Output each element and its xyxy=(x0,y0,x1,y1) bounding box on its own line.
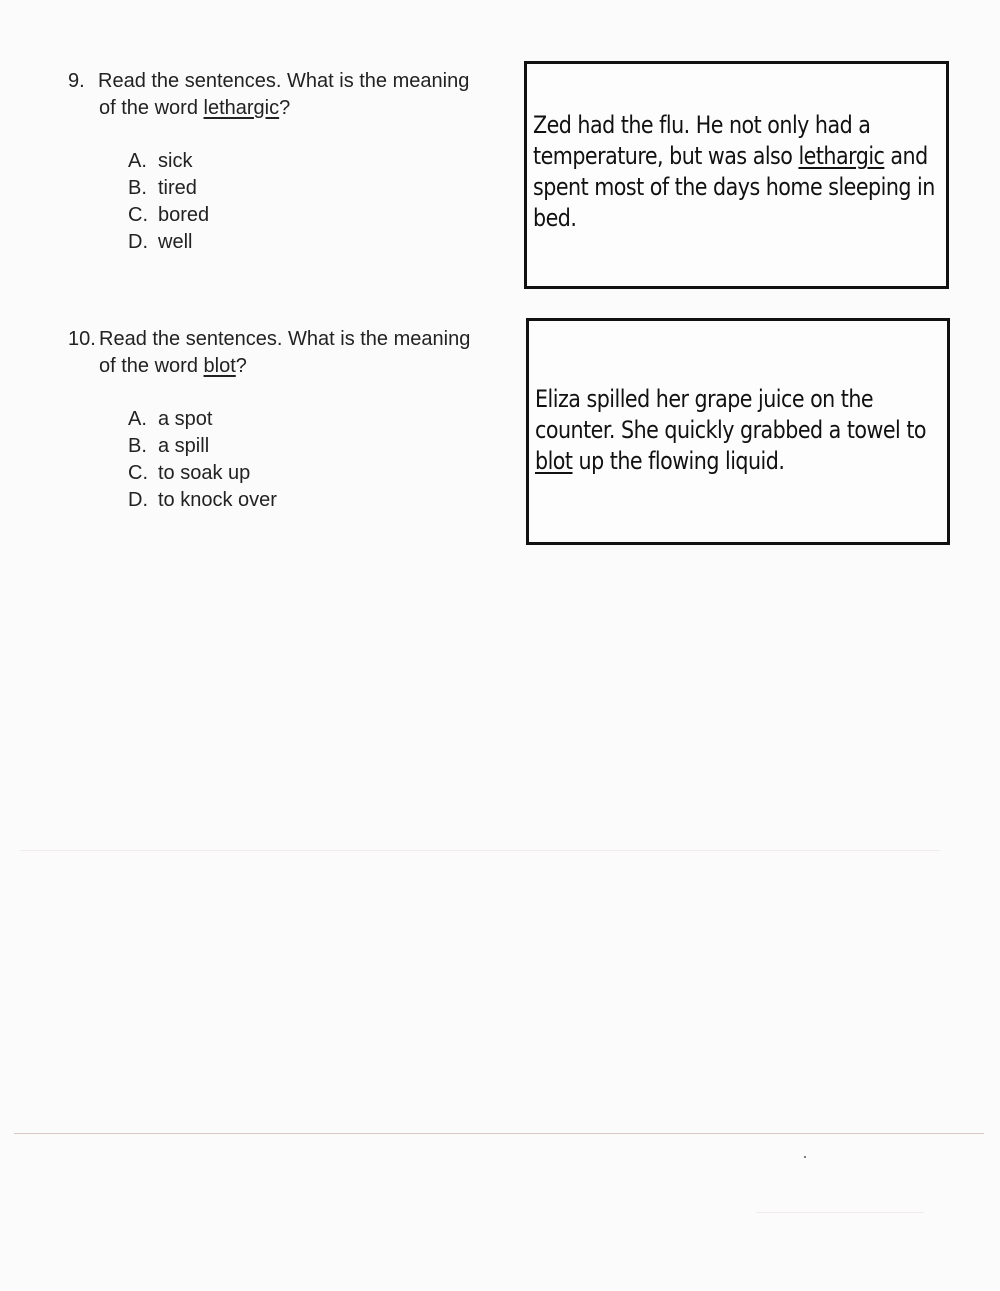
question-text-prefix: of the word xyxy=(99,355,204,377)
passage-text-before: Eliza spilled her grape juice on the counter. She quickly grabbed a towel to xyxy=(535,385,927,444)
answer-choice-c[interactable] xyxy=(128,202,518,229)
vocab-word: blot xyxy=(203,355,236,377)
choice-letter: D. xyxy=(128,489,148,511)
faint-underline xyxy=(756,1212,924,1213)
vocab-word: lethargic xyxy=(203,97,280,119)
answer-choice-b[interactable] xyxy=(128,175,518,202)
answer-choices xyxy=(68,148,518,256)
passage-text-before: Zed had the flu. He not only had a temperature, but was also xyxy=(533,111,871,170)
question-text: Read the sentences. What is the meaning xyxy=(98,70,470,92)
question-prompt xyxy=(68,326,518,353)
question-text: Read the sentences. What is the meaning xyxy=(99,328,471,350)
question-prompt xyxy=(68,68,518,95)
choice-text: bored xyxy=(158,204,210,226)
question-9 xyxy=(68,68,518,256)
choice-letter: C. xyxy=(128,204,148,226)
answer-choice-a[interactable] xyxy=(128,148,518,175)
choice-text: well xyxy=(158,231,193,253)
passage-text-after: up the flowing liquid. xyxy=(572,447,785,475)
choice-text: sick xyxy=(158,150,193,172)
faint-divider xyxy=(20,850,940,851)
passage-vocab-word: blot xyxy=(535,447,573,475)
question-text-prefix: of the word xyxy=(99,97,204,119)
scan-speck xyxy=(804,1156,806,1158)
answer-choice-d[interactable] xyxy=(128,487,518,514)
choice-text: tired xyxy=(158,177,197,199)
choice-letter: C. xyxy=(128,462,148,484)
choice-text: to knock over xyxy=(158,489,277,511)
passage-text xyxy=(535,384,939,477)
choice-text: a spot xyxy=(158,408,213,430)
choice-text: to soak up xyxy=(158,462,251,484)
question-number: 9. xyxy=(68,70,85,92)
answer-choice-d[interactable] xyxy=(128,229,518,256)
answer-choice-a[interactable] xyxy=(128,406,518,433)
answer-choice-c[interactable] xyxy=(128,460,518,487)
choice-letter: B. xyxy=(128,177,147,199)
question-prompt-line2 xyxy=(68,95,518,122)
answer-choice-b[interactable] xyxy=(128,433,518,460)
answer-choices xyxy=(68,406,518,514)
passage-text-after: and spent most of the days home sleeping in bed. xyxy=(533,142,935,232)
choice-text: a spill xyxy=(158,435,210,457)
passage-box-9 xyxy=(524,61,949,289)
question-number: 10. xyxy=(68,328,96,350)
passage-vocab-word: lethargic xyxy=(798,142,885,170)
bottom-rule xyxy=(14,1133,984,1134)
question-mark: ? xyxy=(279,97,291,119)
passage-box-10 xyxy=(526,318,950,545)
question-10 xyxy=(68,326,518,514)
choice-letter: D. xyxy=(128,231,148,253)
choice-letter: A. xyxy=(128,408,147,430)
question-mark: ? xyxy=(235,355,247,377)
question-prompt-line2 xyxy=(68,353,518,380)
passage-text xyxy=(533,110,937,234)
choice-letter: B. xyxy=(128,435,147,457)
choice-letter: A. xyxy=(128,150,147,172)
